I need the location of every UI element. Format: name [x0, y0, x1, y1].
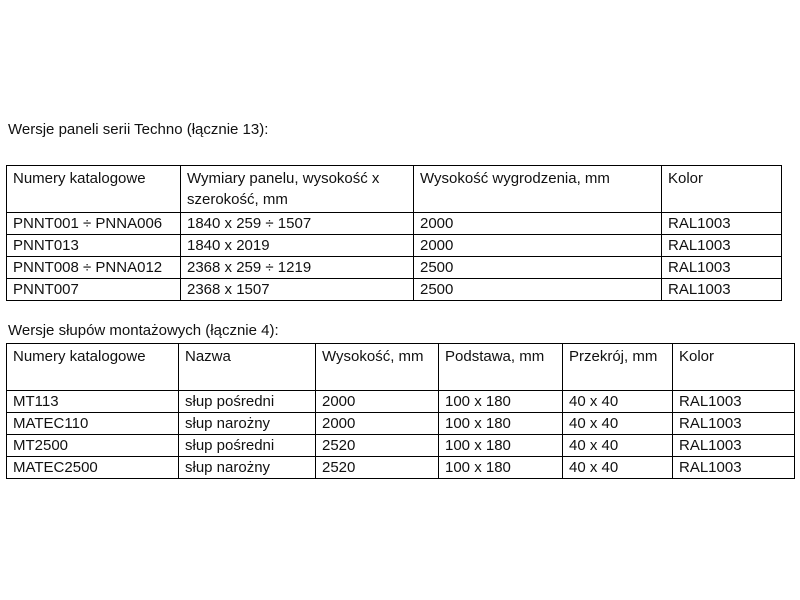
column-header: Wysokość wygrodzenia, mm	[414, 166, 662, 213]
table-cell: 2000	[414, 213, 662, 235]
column-header: Kolor	[673, 344, 795, 391]
table-cell: słup pośredni	[179, 435, 316, 457]
table-cell: 100 x 180	[439, 413, 563, 435]
table-cell: 2000	[414, 235, 662, 257]
table-cell: 40 x 40	[563, 457, 673, 479]
table-cell: RAL1003	[673, 457, 795, 479]
table-cell: RAL1003	[673, 413, 795, 435]
posts-section-title: Wersje słupów montażowych (łącznie 4):	[8, 322, 279, 339]
column-header: Nazwa	[179, 344, 316, 391]
table-cell: 1840 x 2019	[181, 235, 414, 257]
table-cell: 1840 x 259 ÷ 1507	[181, 213, 414, 235]
table-cell: PNNT008 ÷ PNNA012	[7, 257, 181, 279]
table-header-row	[7, 344, 795, 391]
table-cell: 40 x 40	[563, 413, 673, 435]
column-header: Numery katalogowe	[7, 166, 181, 213]
table-cell: PNNT001 ÷ PNNA006	[7, 213, 181, 235]
table-cell: RAL1003	[662, 279, 782, 301]
column-header: Wysokość, mm	[316, 344, 439, 391]
table-cell: RAL1003	[662, 213, 782, 235]
table-cell: słup pośredni	[179, 391, 316, 413]
table-cell: RAL1003	[673, 391, 795, 413]
table-row	[7, 257, 782, 279]
table-cell: 100 x 180	[439, 457, 563, 479]
table-cell: 2000	[316, 391, 439, 413]
table-cell: RAL1003	[662, 257, 782, 279]
table-row	[7, 435, 795, 457]
table-cell: 2520	[316, 457, 439, 479]
table-cell: słup narożny	[179, 413, 316, 435]
table-cell: 100 x 180	[439, 435, 563, 457]
column-header: Podstawa, mm	[439, 344, 563, 391]
column-header: Przekrój, mm	[563, 344, 673, 391]
table-cell: MT113	[7, 391, 179, 413]
table-cell: 2500	[414, 279, 662, 301]
table-cell: RAL1003	[673, 435, 795, 457]
table-cell: 40 x 40	[563, 391, 673, 413]
table-cell: 40 x 40	[563, 435, 673, 457]
table-row	[7, 235, 782, 257]
table-cell: 2500	[414, 257, 662, 279]
table-row	[7, 213, 782, 235]
table-header-row	[7, 166, 782, 213]
posts-table	[6, 343, 795, 479]
table-cell: słup narożny	[179, 457, 316, 479]
column-header: Numery katalogowe	[7, 344, 179, 391]
panels-table	[6, 165, 782, 301]
table-cell: MATEC110	[7, 413, 179, 435]
column-header: Kolor	[662, 166, 782, 213]
table-row	[7, 413, 795, 435]
table-cell: RAL1003	[662, 235, 782, 257]
column-header: Wymiary panelu, wysokość x szerokość, mm	[181, 166, 414, 213]
table-row	[7, 457, 795, 479]
table-cell: 2520	[316, 435, 439, 457]
table-cell: 100 x 180	[439, 391, 563, 413]
table-cell: PNNT013	[7, 235, 181, 257]
table-cell: MATEC2500	[7, 457, 179, 479]
table-cell: PNNT007	[7, 279, 181, 301]
panels-section-title: Wersje paneli serii Techno (łącznie 13):	[8, 121, 269, 138]
table-cell: MT2500	[7, 435, 179, 457]
table-row	[7, 391, 795, 413]
table-cell: 2000	[316, 413, 439, 435]
table-row	[7, 279, 782, 301]
table-cell: 2368 x 1507	[181, 279, 414, 301]
table-cell: 2368 x 259 ÷ 1219	[181, 257, 414, 279]
